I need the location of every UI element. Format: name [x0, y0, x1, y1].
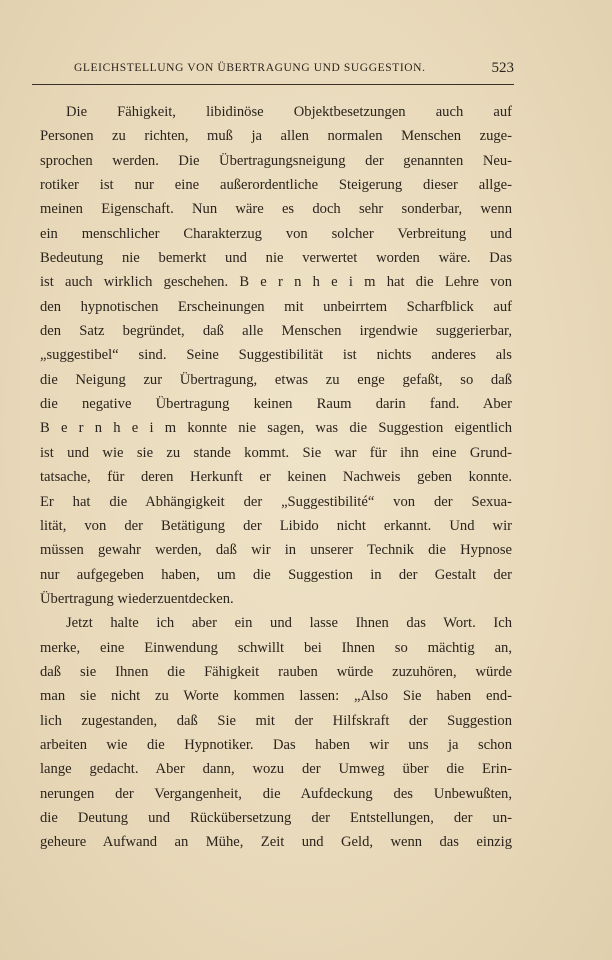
text-line: rotiker ist nur eine außerordentliche Steigerung dieser allge-	[40, 177, 512, 194]
text-line: B e r n h e i m konnte nie sagen, was die Suggestion eigentlich	[40, 420, 512, 437]
text-line: merke, eine Einwendung schwillt bei Ihnen so mächtig an,	[40, 639, 512, 656]
text-line: lität, von der Betätigung der Libido nicht erkannt. Und wir	[40, 517, 512, 534]
text-line: Personen zu richten, muß ja allen normalen Menschen zuge-	[40, 128, 512, 145]
text-line: arbeiten wie die Hypnotiker. Das haben wir uns ja schon	[40, 736, 512, 753]
text-line: Die Fähigkeit, libidinöse Objektbesetzungen auch auf	[66, 104, 512, 120]
text-line: „suggestibel“ sind. Seine Suggestibilität ist nichts anderes als	[40, 347, 512, 364]
text-line: tatsache, für deren Herkunft er keinen Nachweis geben konnte.	[40, 469, 512, 486]
header-rule	[32, 84, 514, 85]
text-line: Übertragung wiederzuentdecken.	[40, 590, 234, 607]
text-line: ein menschlicher Charakterzug von solcher Verbreitung und	[40, 225, 512, 242]
text-line: ist und wie sie zu stande kommt. Sie war für ihn eine Grund-	[40, 444, 512, 461]
text-line: lange gedacht. Aber dann, wozu der Umweg über die Erin-	[40, 761, 512, 778]
running-head: GLEICHSTELLUNG VON ÜBERTRAGUNG UND SUGGESTION.	[74, 62, 426, 74]
text-line: die Deutung und Rückübersetzung der Entstellungen, der un-	[40, 809, 512, 826]
body-text	[40, 100, 512, 855]
text-line: den hypnotischen Erscheinungen mit unbeirrtem Scharfblick auf	[40, 298, 512, 315]
text-line: man sie nicht zu Worte kommen lassen: „Also Sie haben end-	[40, 688, 512, 705]
text-line: sprochen werden. Die Übertragungsneigung der genannten Neu-	[40, 152, 512, 169]
text-line: lich zugestanden, daß Sie mit der Hilfskraft der Suggestion	[40, 712, 512, 729]
text-line: geheure Aufwand an Mühe, Zeit und Geld, wenn das einzig	[40, 834, 512, 851]
text-line: ist auch wirklich geschehen. B e r n h e i m hat die Lehre von	[40, 274, 512, 291]
text-line: meinen Eigenschaft. Nun wäre es doch sehr sonderbar, wenn	[40, 201, 512, 218]
text-line: nerungen der Vergangenheit, die Aufdeckung des Unbewußten,	[40, 785, 512, 802]
text-line: daß sie Ihnen die Fähigkeit rauben würde zuzuhören, würde	[40, 663, 512, 680]
text-line: Jetzt halte ich aber ein und lasse Ihnen das Wort. Ich	[66, 615, 512, 632]
text-line: die negative Übertragung keinen Raum darin fand. Aber	[40, 396, 512, 413]
text-line: müssen gewahr werden, daß wir in unserer Technik die Hypnose	[40, 542, 512, 559]
text-line: die Neigung zur Übertragung, etwas zu enge gefaßt, so daß	[40, 371, 512, 388]
text-line: Bedeutung nie bemerkt und nie verwertet worden wäre. Das	[40, 250, 512, 267]
page-number: 523	[491, 60, 514, 76]
page-header	[74, 62, 514, 82]
text-line: Er hat die Abhängigkeit der „Suggestibilité“ von der Sexua-	[40, 493, 512, 510]
text-line: nur aufgegeben haben, um die Suggestion in der Gestalt der	[40, 566, 512, 583]
text-line: den Satz begründet, daß alle Menschen irgendwie suggerierbar,	[40, 323, 512, 340]
